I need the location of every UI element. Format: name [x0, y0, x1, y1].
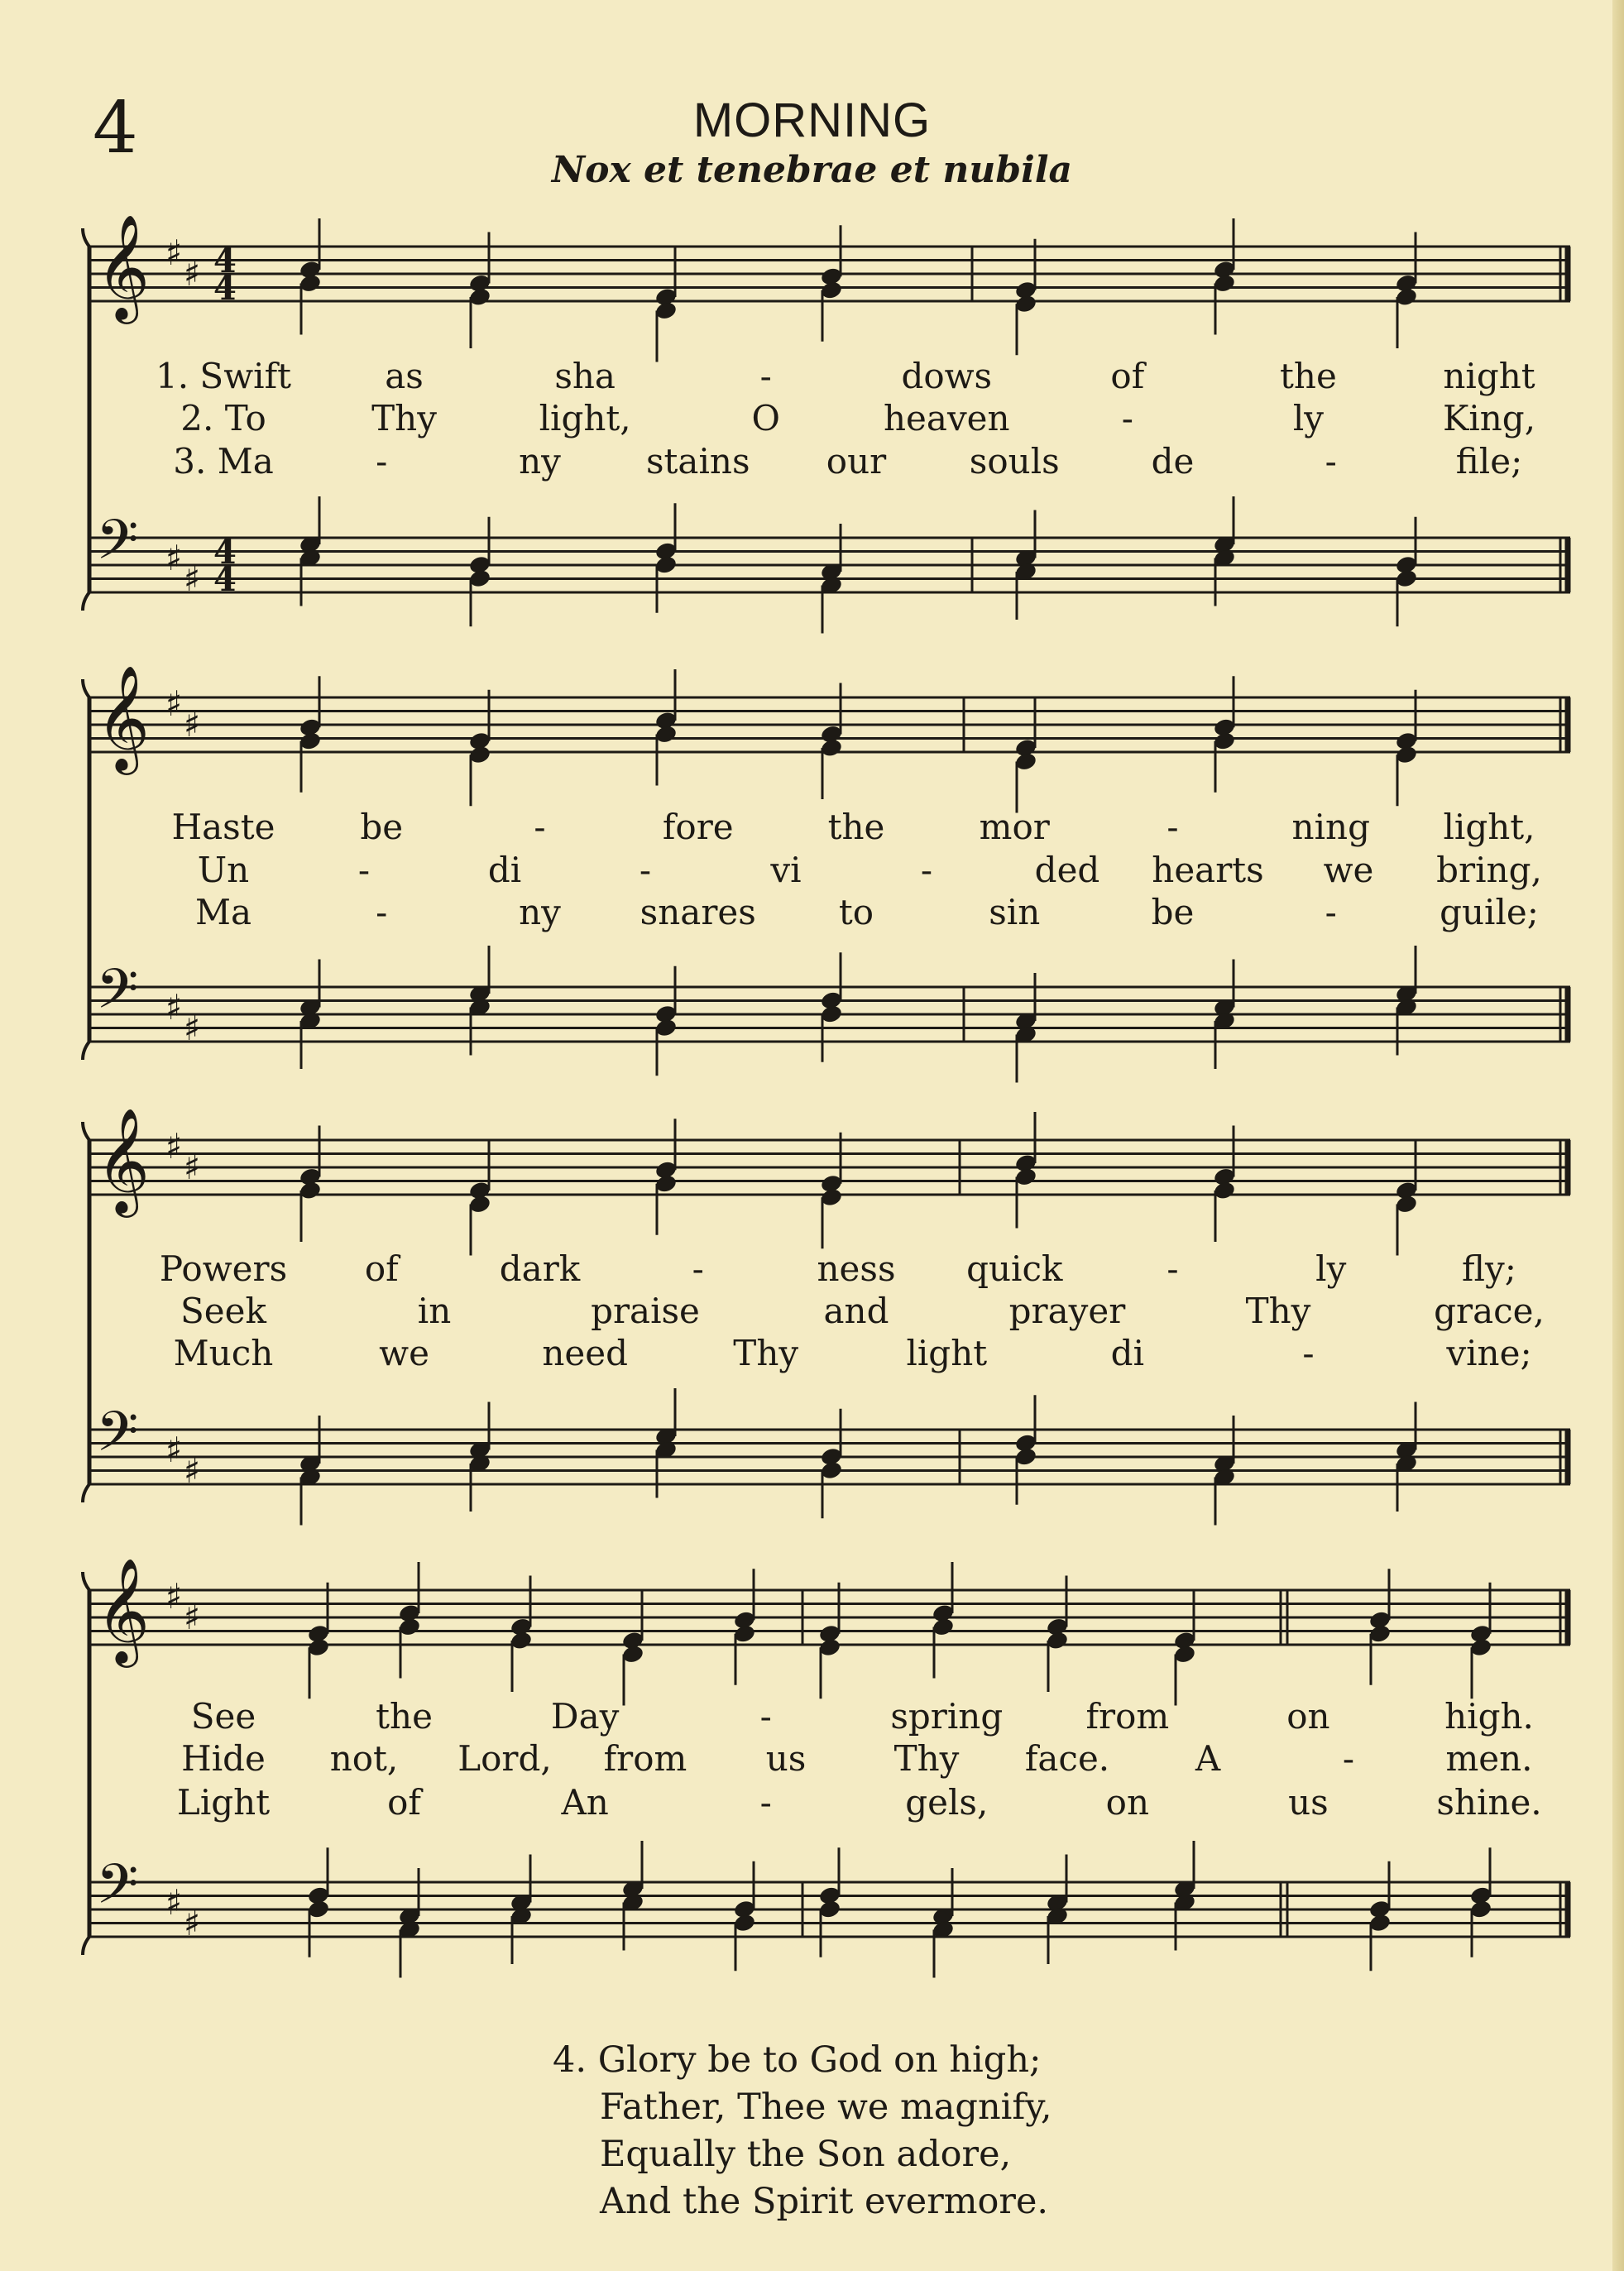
lyric-syllable: gels,	[905, 1782, 989, 1823]
lyric-syllable: be	[360, 807, 404, 847]
sharp-icon: ♯	[165, 538, 183, 578]
stanza-4-line-1: 4. Glory be to God on high;	[553, 2039, 1042, 2081]
lyric-syllable: -	[759, 1782, 772, 1823]
lyric-syllable: Powers	[159, 1248, 288, 1289]
time-signature-digit: 4	[213, 269, 237, 308]
lyric-syllable: the	[376, 1696, 433, 1737]
lyric-syllable: grace,	[1434, 1291, 1545, 1331]
lyric-syllable: our	[826, 441, 887, 482]
sharp-icon: ♯	[184, 253, 201, 294]
bracket-hook-top	[83, 1572, 89, 1590]
sharp-icon: ♯	[184, 1903, 201, 1943]
lyric-syllable: A	[1195, 1738, 1221, 1779]
sharp-icon: ♯	[165, 1576, 183, 1617]
lyric-syllable: shine.	[1436, 1782, 1542, 1823]
stanza-4-line-3: Equally the Son adore,	[600, 2134, 1012, 2175]
lyric-syllable: men.	[1445, 1738, 1533, 1779]
lyric-syllable: file;	[1455, 441, 1523, 482]
time-signature-digit: 4	[213, 533, 237, 572]
lyric-syllable: ning	[1291, 807, 1370, 847]
sharp-icon: ♯	[184, 558, 201, 599]
lyric-syllable: ny	[519, 441, 561, 482]
lyric-syllable: Much	[173, 1333, 274, 1373]
stanza-4-line-2: Father, Thee we magnify,	[600, 2087, 1052, 2128]
lyric-syllable: not,	[329, 1738, 399, 1779]
lyric-syllable: the	[827, 807, 885, 847]
lyric-syllable: from	[1085, 1696, 1170, 1737]
lyric-syllable: ly	[1315, 1248, 1347, 1289]
lyric-syllable: ly	[1292, 398, 1325, 438]
bracket-hook-top	[83, 679, 89, 697]
lyric-syllable: of	[387, 1782, 421, 1823]
lyric-syllable: snares	[640, 892, 756, 932]
lyric-syllable: -	[759, 356, 772, 396]
lyric-syllable: Thy	[371, 398, 437, 438]
lyric-syllable: -	[1121, 398, 1133, 438]
lyric-syllable: from	[603, 1738, 687, 1779]
lyric-syllable: Un	[197, 850, 250, 890]
bracket-hook-bottom	[83, 1042, 89, 1060]
treble-clef-icon: 𝄞	[96, 664, 151, 770]
lyric-syllable: ded	[1034, 850, 1100, 890]
sharp-icon: ♯	[184, 1450, 201, 1491]
lyric-syllable: and	[823, 1291, 889, 1331]
lyric-syllable: we	[379, 1333, 429, 1373]
lyric-syllable: vine;	[1446, 1333, 1532, 1373]
lyric-syllable: the	[1280, 356, 1337, 396]
lyric-syllable: high.	[1444, 1696, 1534, 1737]
lyric-syllable: -	[1325, 441, 1337, 482]
treble-clef-icon: 𝄞	[96, 1107, 151, 1213]
hymn-title: MORNING	[692, 93, 932, 147]
bass-clef-icon: 𝄢	[96, 508, 139, 585]
lyric-syllable: of	[1110, 356, 1145, 396]
lyric-syllable: to	[838, 892, 874, 932]
lyric-syllable: of	[364, 1248, 399, 1289]
lyric-syllable: dark	[499, 1248, 581, 1289]
bracket-hook-bottom	[83, 592, 89, 611]
sharp-icon: ♯	[184, 1147, 201, 1187]
lyric-syllable: light,	[1443, 807, 1535, 847]
lyric-syllable: -	[1302, 1333, 1315, 1373]
lyric-syllable: -	[692, 1248, 704, 1289]
lyric-syllable: heaven	[883, 398, 1010, 438]
lyric-syllable: guile;	[1440, 892, 1539, 932]
sharp-icon: ♯	[184, 704, 201, 745]
lyric-syllable: on	[1105, 1782, 1150, 1823]
lyric-syllable: spring	[890, 1696, 1004, 1737]
lyric-syllable: souls	[969, 441, 1060, 482]
sharp-icon: ♯	[165, 1882, 183, 1923]
lyric-syllable: -	[759, 1696, 772, 1737]
lyric-syllable: Thy	[1245, 1291, 1311, 1331]
sharp-icon: ♯	[165, 232, 183, 273]
sharp-icon: ♯	[165, 1430, 183, 1470]
stanza-4	[553, 2037, 1052, 2225]
lyric-syllable: Lord,	[457, 1738, 552, 1779]
sharp-icon: ♯	[165, 1126, 183, 1167]
lyric-syllable: quick	[966, 1248, 1063, 1289]
sharp-icon: ♯	[184, 1597, 201, 1637]
time-signature-digit: 4	[213, 242, 237, 280]
lyric-syllable: fore	[662, 807, 734, 847]
lyric-syllable: 3. Ma	[173, 441, 274, 482]
lyric-syllable: fly;	[1462, 1248, 1516, 1289]
bass-clef-icon: 𝄢	[96, 957, 139, 1034]
page-number: 4	[93, 87, 138, 170]
lyric-syllable: stains	[645, 441, 750, 482]
sharp-icon: ♯	[165, 683, 183, 724]
lyric-syllable: -	[639, 850, 652, 890]
lyric-syllable: Hide	[181, 1738, 266, 1779]
lyric-syllable: us	[765, 1738, 807, 1779]
lyric-syllable: mor	[979, 807, 1050, 847]
lyric-syllable: on	[1286, 1696, 1330, 1737]
lyric-syllable: face.	[1024, 1738, 1110, 1779]
lyric-syllable: -	[357, 850, 371, 890]
stanza-4-line-4: And the Spirit evermore.	[600, 2181, 1049, 2222]
lyric-syllable: de	[1151, 441, 1195, 482]
lyric-syllable: -	[1342, 1738, 1355, 1779]
lyric-syllable: bring,	[1436, 850, 1542, 890]
lyric-syllable: praise	[591, 1291, 700, 1331]
lyric-syllable: Haste	[171, 807, 275, 847]
lyric-syllable: -	[1325, 892, 1337, 932]
treble-clef-icon: 𝄞	[96, 213, 151, 319]
bass-clef-icon: 𝄢	[96, 1400, 139, 1477]
lyric-syllable: See	[190, 1696, 256, 1737]
lyric-syllable: sha	[554, 356, 616, 396]
lyric-syllable: hearts	[1152, 850, 1264, 890]
lyric-syllable: 1. Swift	[155, 356, 292, 396]
lyric-syllable: -	[1167, 807, 1179, 847]
hymn-subtitle: Nox et tenebrae et nubila	[551, 149, 1073, 191]
time-signature-digit: 4	[213, 560, 237, 599]
lyric-syllable: ness	[817, 1248, 896, 1289]
lyric-syllable: 2. To	[180, 398, 266, 438]
lyric-syllable: prayer	[1008, 1291, 1126, 1331]
lyric-syllable: light,	[539, 398, 631, 438]
lyric-syllable: An	[561, 1782, 609, 1823]
lyric-syllable: ny	[519, 892, 561, 932]
lyric-syllable: be	[1151, 892, 1195, 932]
lyric-syllable: sin	[989, 892, 1041, 932]
sharp-icon: ♯	[184, 1008, 201, 1048]
lyric-syllable: O	[751, 398, 780, 438]
lyric-syllable: Day	[550, 1696, 620, 1737]
lyric-syllable: in	[417, 1291, 452, 1331]
lyric-syllable: Ma	[194, 892, 252, 932]
lyric-syllable: Seek	[180, 1291, 266, 1331]
bracket-hook-bottom	[83, 1484, 89, 1502]
lyric-syllable: dows	[901, 356, 993, 396]
bracket-hook-top	[83, 1122, 89, 1140]
lyric-syllable: vi	[770, 850, 802, 890]
sharp-icon: ♯	[165, 987, 183, 1028]
lyric-syllable: -	[920, 850, 933, 890]
lyric-syllable: we	[1323, 850, 1374, 890]
bracket-hook-top	[83, 228, 89, 247]
lyric-syllable: Thy	[733, 1333, 799, 1373]
treble-clef-icon: 𝄞	[96, 1557, 151, 1663]
lyric-syllable: -	[534, 807, 546, 847]
lyric-syllable: night	[1443, 356, 1535, 396]
lyric-syllable: light	[906, 1333, 988, 1373]
lyric-syllable: us	[1288, 1782, 1329, 1823]
bracket-hook-bottom	[83, 1937, 89, 1955]
lyric-syllable: -	[376, 892, 388, 932]
lyric-syllable: -	[376, 441, 388, 482]
lyric-syllable: di	[487, 850, 522, 890]
bass-clef-icon: 𝄢	[96, 1852, 139, 1929]
lyric-syllable: -	[1167, 1248, 1179, 1289]
lyric-syllable: di	[1110, 1333, 1145, 1373]
lyric-syllable: Light	[176, 1782, 271, 1823]
lyric-syllable: King,	[1442, 398, 1536, 438]
lyric-syllable: need	[542, 1333, 628, 1373]
lyric-syllable: Thy	[893, 1738, 960, 1779]
lyric-syllable: as	[385, 356, 424, 396]
